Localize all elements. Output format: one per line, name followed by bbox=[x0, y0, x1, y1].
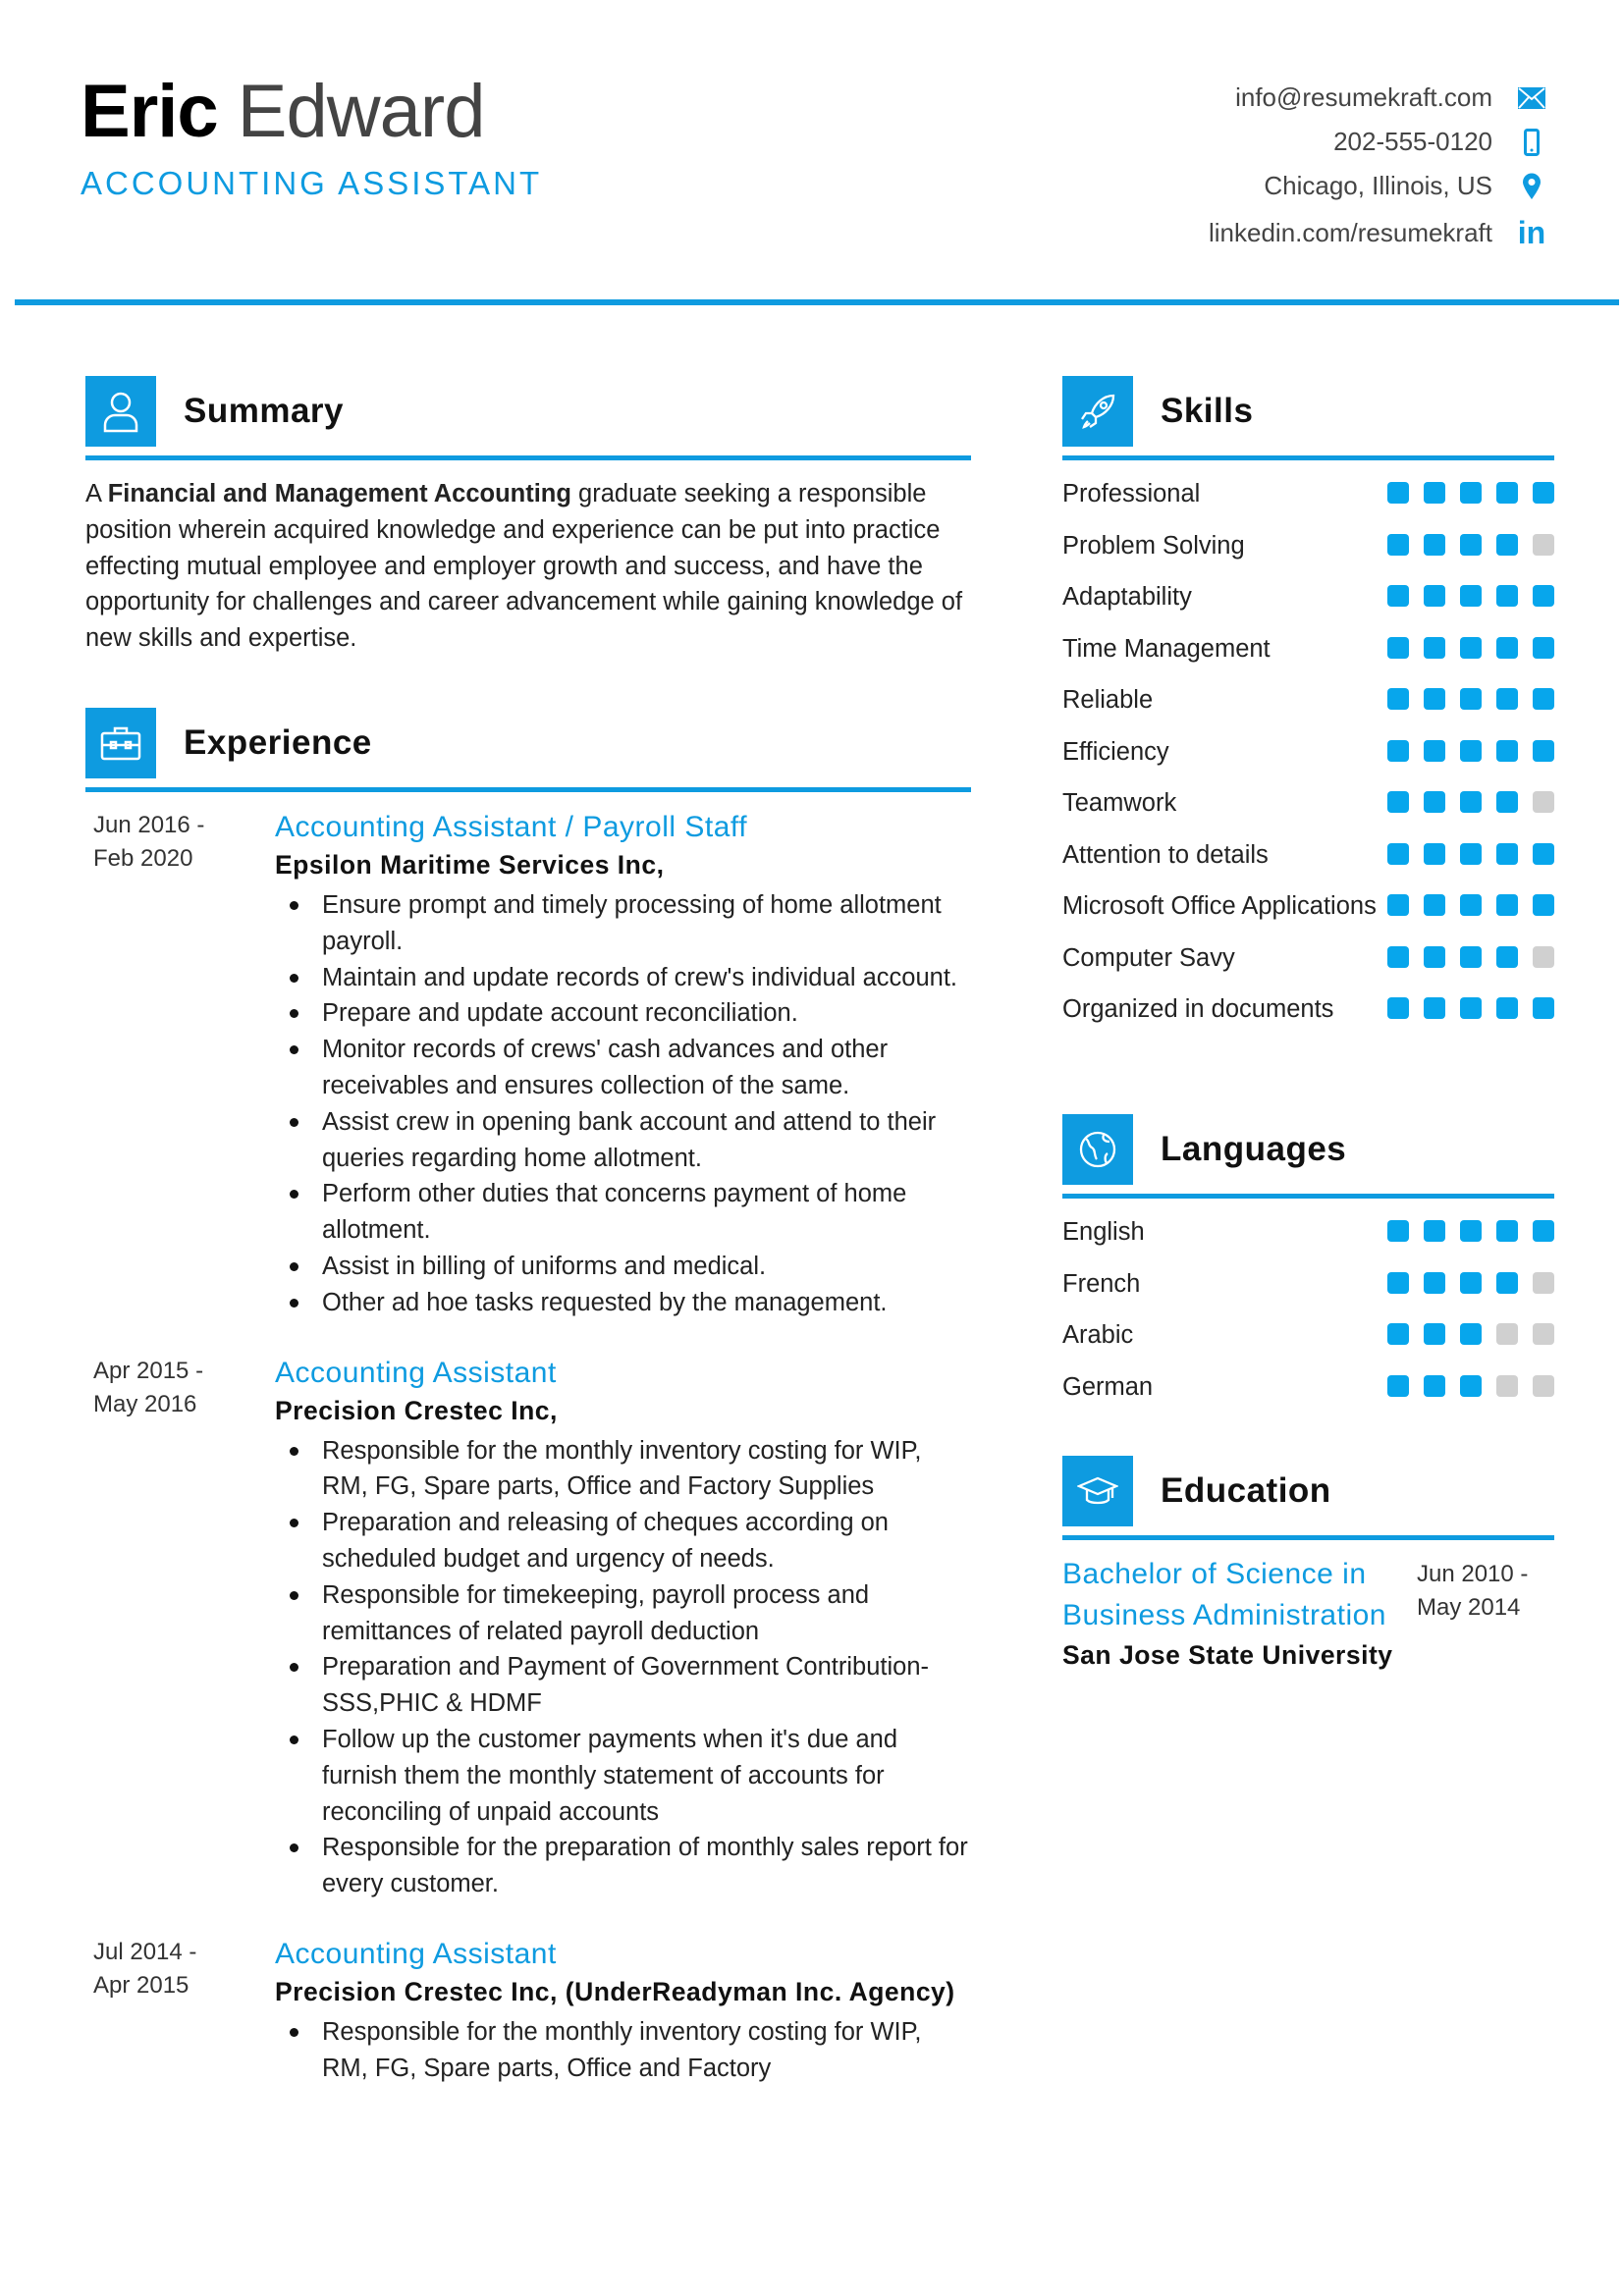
section-title: Languages bbox=[1161, 1130, 1347, 1168]
rating-dots bbox=[1387, 631, 1554, 659]
rating-dots bbox=[1387, 940, 1554, 968]
rating-dot-filled bbox=[1533, 997, 1554, 1019]
linkedin-icon: in bbox=[1517, 215, 1546, 250]
rocket-icon bbox=[1062, 376, 1133, 447]
job-bullets bbox=[275, 887, 971, 1321]
rating-dot-filled bbox=[1496, 843, 1518, 865]
skills-label: Computer Savy bbox=[1062, 943, 1235, 972]
rating-dot-filled bbox=[1424, 534, 1445, 556]
rating-dot-filled bbox=[1424, 585, 1445, 607]
skills-row bbox=[1062, 991, 1554, 1043]
job-bullets bbox=[275, 1433, 971, 1902]
rating-dot-filled bbox=[1387, 688, 1409, 710]
section-underline bbox=[85, 455, 971, 460]
section-underline bbox=[1062, 1535, 1554, 1540]
company-name: Precision Crestec Inc, (UnderReadyman Inc. Agency) bbox=[275, 1976, 955, 2006]
skills-row bbox=[1062, 940, 1554, 992]
rating-dot-filled bbox=[1387, 1375, 1409, 1397]
skills-label: Organized in documents bbox=[1062, 995, 1334, 1023]
rating-dot-filled bbox=[1496, 1220, 1518, 1242]
rating-dot-filled bbox=[1387, 637, 1409, 659]
rating-dot-filled bbox=[1533, 688, 1554, 710]
rating-dot-filled bbox=[1387, 946, 1409, 968]
job-bullet: Preparation and Payment of Government Contribution-SSS,PHIC & HDMF bbox=[275, 1649, 971, 1722]
languages-label: Arabic bbox=[1062, 1321, 1134, 1349]
rating-dots bbox=[1387, 1317, 1554, 1345]
rating-dot-filled bbox=[1460, 1220, 1482, 1242]
rating-dot-filled bbox=[1460, 637, 1482, 659]
rating-dot-filled bbox=[1460, 534, 1482, 556]
section-underline bbox=[1062, 455, 1554, 460]
rating-dot-filled bbox=[1387, 791, 1409, 813]
rating-dot-filled bbox=[1460, 894, 1482, 916]
job-title: Accounting Assistant / Payroll Staff bbox=[275, 811, 748, 843]
job-entry bbox=[85, 809, 971, 1321]
rating-dot-filled bbox=[1424, 1375, 1445, 1397]
rating-dots bbox=[1387, 837, 1554, 865]
rating-dot-filled bbox=[1387, 894, 1409, 916]
rating-dots bbox=[1387, 1214, 1554, 1242]
section-underline bbox=[1062, 1194, 1554, 1199]
rating-dot-empty bbox=[1496, 1375, 1518, 1397]
rating-dot-filled bbox=[1424, 843, 1445, 865]
rating-dot-filled bbox=[1460, 482, 1482, 504]
education-section bbox=[1062, 1456, 1554, 1674]
contact-location: Chicago, Illinois, US bbox=[1264, 171, 1549, 201]
skills-row bbox=[1062, 734, 1554, 786]
rating-dot-filled bbox=[1496, 585, 1518, 607]
job-bullet: Assist crew in opening bank account and attend to their queries regarding home allotment. bbox=[275, 1104, 971, 1177]
rating-dot-empty bbox=[1533, 946, 1554, 968]
rating-dots bbox=[1387, 476, 1554, 504]
contact-phone[interactable]: 202-555-0120 bbox=[1333, 127, 1549, 157]
rating-dot-filled bbox=[1460, 843, 1482, 865]
job-bullet: Monitor records of crews' cash advances and other receivables and ensures collection of the same. bbox=[275, 1032, 971, 1104]
rating-dot-filled bbox=[1496, 997, 1518, 1019]
rating-dot-filled bbox=[1424, 894, 1445, 916]
company-name: Epsilon Maritime Services Inc, bbox=[275, 850, 665, 880]
job-bullet: Follow up the customer payments when it's due and furnish them the monthly statement of accounts for reconciling of unpaid accounts bbox=[275, 1722, 971, 1830]
skills-label: Professional bbox=[1062, 480, 1201, 507]
job-bullet: Preparation and releasing of cheques according on scheduled budget and urgency of needs. bbox=[275, 1505, 971, 1577]
skills-row bbox=[1062, 888, 1554, 940]
skills-row bbox=[1062, 682, 1554, 734]
section-title: Summary bbox=[184, 392, 345, 430]
contact-email[interactable]: info@resumekraft.com bbox=[1235, 82, 1549, 113]
rating-dots bbox=[1387, 1369, 1554, 1397]
rating-dot-filled bbox=[1496, 1272, 1518, 1294]
rating-dot-filled bbox=[1387, 482, 1409, 504]
job-bullet: Responsible for timekeeping, payroll process and remittances of related payroll deduction bbox=[275, 1577, 971, 1650]
job-bullet: Maintain and update records of crew's individual account. bbox=[275, 960, 971, 996]
rating-dot-filled bbox=[1460, 688, 1482, 710]
rating-dot-filled bbox=[1424, 482, 1445, 504]
rating-dots bbox=[1387, 734, 1554, 762]
skills-row bbox=[1062, 579, 1554, 631]
languages-row bbox=[1062, 1266, 1554, 1318]
languages-label: French bbox=[1062, 1269, 1141, 1298]
job-entry bbox=[85, 1355, 971, 1902]
summary-section bbox=[85, 376, 971, 657]
rating-dot-filled bbox=[1460, 1375, 1482, 1397]
job-title: Accounting Assistant bbox=[275, 1356, 557, 1389]
rating-dot-filled bbox=[1533, 1220, 1554, 1242]
rating-dot-filled bbox=[1533, 585, 1554, 607]
skills-row bbox=[1062, 837, 1554, 889]
phone-icon bbox=[1514, 129, 1549, 156]
rating-dot-filled bbox=[1387, 997, 1409, 1019]
rating-dot-empty bbox=[1533, 1375, 1554, 1397]
languages-label: German bbox=[1062, 1372, 1154, 1401]
rating-dot-filled bbox=[1496, 894, 1518, 916]
rating-dot-empty bbox=[1533, 1272, 1554, 1294]
rating-dots bbox=[1387, 1266, 1554, 1294]
rating-dot-filled bbox=[1460, 585, 1482, 607]
job-title: ACCOUNTING ASSISTANT bbox=[81, 165, 543, 201]
rating-dot-filled bbox=[1496, 688, 1518, 710]
skills-label: Microsoft Office Applications bbox=[1062, 892, 1377, 920]
rating-dot-filled bbox=[1424, 740, 1445, 762]
envelope-icon bbox=[1514, 87, 1549, 109]
rating-dot-filled bbox=[1496, 482, 1518, 504]
rating-dot-filled bbox=[1387, 534, 1409, 556]
rating-dot-filled bbox=[1533, 843, 1554, 865]
skills-row bbox=[1062, 476, 1554, 528]
job-bullet: Assist in billing of uniforms and medical. bbox=[275, 1249, 971, 1285]
rating-dot-empty bbox=[1533, 1323, 1554, 1345]
languages-row bbox=[1062, 1317, 1554, 1369]
rating-dot-filled bbox=[1424, 1323, 1445, 1345]
experience-section bbox=[85, 708, 971, 792]
skills-label: Efficiency bbox=[1062, 737, 1169, 766]
graduation-cap-icon bbox=[1062, 1456, 1133, 1526]
education-dates: Jun 2010 - May 2014 bbox=[1417, 1561, 1529, 1621]
rating-dot-empty bbox=[1533, 534, 1554, 556]
rating-dot-filled bbox=[1387, 1272, 1409, 1294]
job-bullet: Other ad hoe tasks requested by the management. bbox=[275, 1285, 971, 1321]
job-list bbox=[85, 809, 971, 2087]
skills-label: Reliable bbox=[1062, 686, 1154, 714]
job-title: Accounting Assistant bbox=[275, 1937, 557, 1970]
rating-dot-filled bbox=[1424, 997, 1445, 1019]
company-name: Precision Crestec Inc, bbox=[275, 1395, 558, 1425]
section-title: Experience bbox=[184, 723, 372, 762]
skills-label: Teamwork bbox=[1062, 789, 1177, 817]
rating-dot-filled bbox=[1387, 1220, 1409, 1242]
languages-row bbox=[1062, 1369, 1554, 1421]
skills-label: Problem Solving bbox=[1062, 531, 1245, 560]
globe-icon bbox=[1062, 1114, 1133, 1185]
rating-dot-empty bbox=[1496, 1323, 1518, 1345]
rating-dot-filled bbox=[1387, 1323, 1409, 1345]
skills-label: Attention to details bbox=[1062, 840, 1269, 869]
rating-dot-filled bbox=[1496, 791, 1518, 813]
job-bullet: Responsible for the preparation of monthly sales report for every customer. bbox=[275, 1830, 971, 1902]
job-dates: Jul 2014 - Apr 2015 bbox=[93, 1938, 197, 1999]
rating-dot-filled bbox=[1460, 946, 1482, 968]
rating-dot-filled bbox=[1496, 946, 1518, 968]
rating-dot-filled bbox=[1460, 1323, 1482, 1345]
rating-dots bbox=[1387, 991, 1554, 1019]
rating-dot-filled bbox=[1496, 637, 1518, 659]
rating-dot-filled bbox=[1533, 637, 1554, 659]
candidate-name: Eric Edward bbox=[81, 70, 485, 153]
rating-dot-filled bbox=[1387, 740, 1409, 762]
job-bullet: Ensure prompt and timely processing of home allotment payroll. bbox=[275, 887, 971, 960]
rating-dot-filled bbox=[1387, 843, 1409, 865]
job-bullet: Responsible for the monthly inventory costing for WIP, RM, FG, Spare parts, Office and Factory bbox=[275, 2014, 971, 2087]
skills-label: Time Management bbox=[1062, 634, 1271, 663]
rating-dot-filled bbox=[1496, 534, 1518, 556]
summary-text: A Financial and Management Accounting graduate seeking a responsible position wherein acquired knowledge and experience can be put into practice effecting mutual employee and employer growth and success, and have the opportunity for challenges and career advancement while gaining knowledge of new skills and expertise. bbox=[85, 480, 963, 653]
skills-row bbox=[1062, 528, 1554, 580]
contact-linkedin[interactable]: linkedin.com/resumekraft in bbox=[1209, 215, 1549, 251]
job-bullet: Perform other duties that concerns payment of home allotment. bbox=[275, 1176, 971, 1249]
rating-dots bbox=[1387, 528, 1554, 556]
rating-dot-filled bbox=[1460, 740, 1482, 762]
location-pin-icon bbox=[1514, 173, 1549, 200]
rating-dot-filled bbox=[1460, 1272, 1482, 1294]
skills-row bbox=[1062, 631, 1554, 683]
degree: Bachelor of Science in Business Administration bbox=[1062, 1558, 1386, 1631]
languages-label: English bbox=[1062, 1218, 1145, 1246]
user-icon bbox=[85, 376, 156, 447]
rating-dot-filled bbox=[1460, 791, 1482, 813]
section-underline bbox=[85, 787, 971, 792]
briefcase-icon bbox=[85, 708, 156, 778]
job-bullet: Prepare and update account reconciliation. bbox=[275, 995, 971, 1032]
rating-dot-filled bbox=[1424, 791, 1445, 813]
skills-label: Adaptability bbox=[1062, 583, 1192, 611]
rating-dot-filled bbox=[1533, 482, 1554, 504]
rating-dots bbox=[1387, 579, 1554, 607]
school: San Jose State University bbox=[1062, 1640, 1393, 1670]
job-bullet: Responsible for the monthly inventory costing for WIP, RM, FG, Spare parts, Office and Factory Supplies bbox=[275, 1433, 971, 1506]
skills-row bbox=[1062, 785, 1554, 837]
skills-list bbox=[1062, 476, 1554, 1043]
rating-dots bbox=[1387, 682, 1554, 710]
header-divider bbox=[15, 299, 1619, 305]
rating-dot-filled bbox=[1424, 637, 1445, 659]
skills-section bbox=[1062, 376, 1554, 1043]
job-entry bbox=[85, 1936, 971, 2087]
rating-dot-empty bbox=[1533, 791, 1554, 813]
rating-dot-filled bbox=[1387, 585, 1409, 607]
languages-list bbox=[1062, 1214, 1554, 1420]
job-dates: Jun 2016 - Feb 2020 bbox=[93, 812, 205, 872]
rating-dot-filled bbox=[1460, 997, 1482, 1019]
rating-dot-filled bbox=[1424, 1272, 1445, 1294]
rating-dot-filled bbox=[1533, 894, 1554, 916]
job-bullets bbox=[275, 2014, 971, 2087]
rating-dots bbox=[1387, 785, 1554, 813]
job-dates: Apr 2015 - May 2016 bbox=[93, 1357, 204, 1417]
rating-dot-filled bbox=[1496, 740, 1518, 762]
rating-dot-filled bbox=[1424, 1220, 1445, 1242]
languages-row bbox=[1062, 1214, 1554, 1266]
rating-dot-filled bbox=[1533, 740, 1554, 762]
languages-section bbox=[1062, 1114, 1554, 1420]
rating-dot-filled bbox=[1424, 688, 1445, 710]
section-title: Skills bbox=[1161, 392, 1254, 430]
rating-dot-filled bbox=[1424, 946, 1445, 968]
rating-dots bbox=[1387, 888, 1554, 916]
section-title: Education bbox=[1161, 1471, 1331, 1510]
